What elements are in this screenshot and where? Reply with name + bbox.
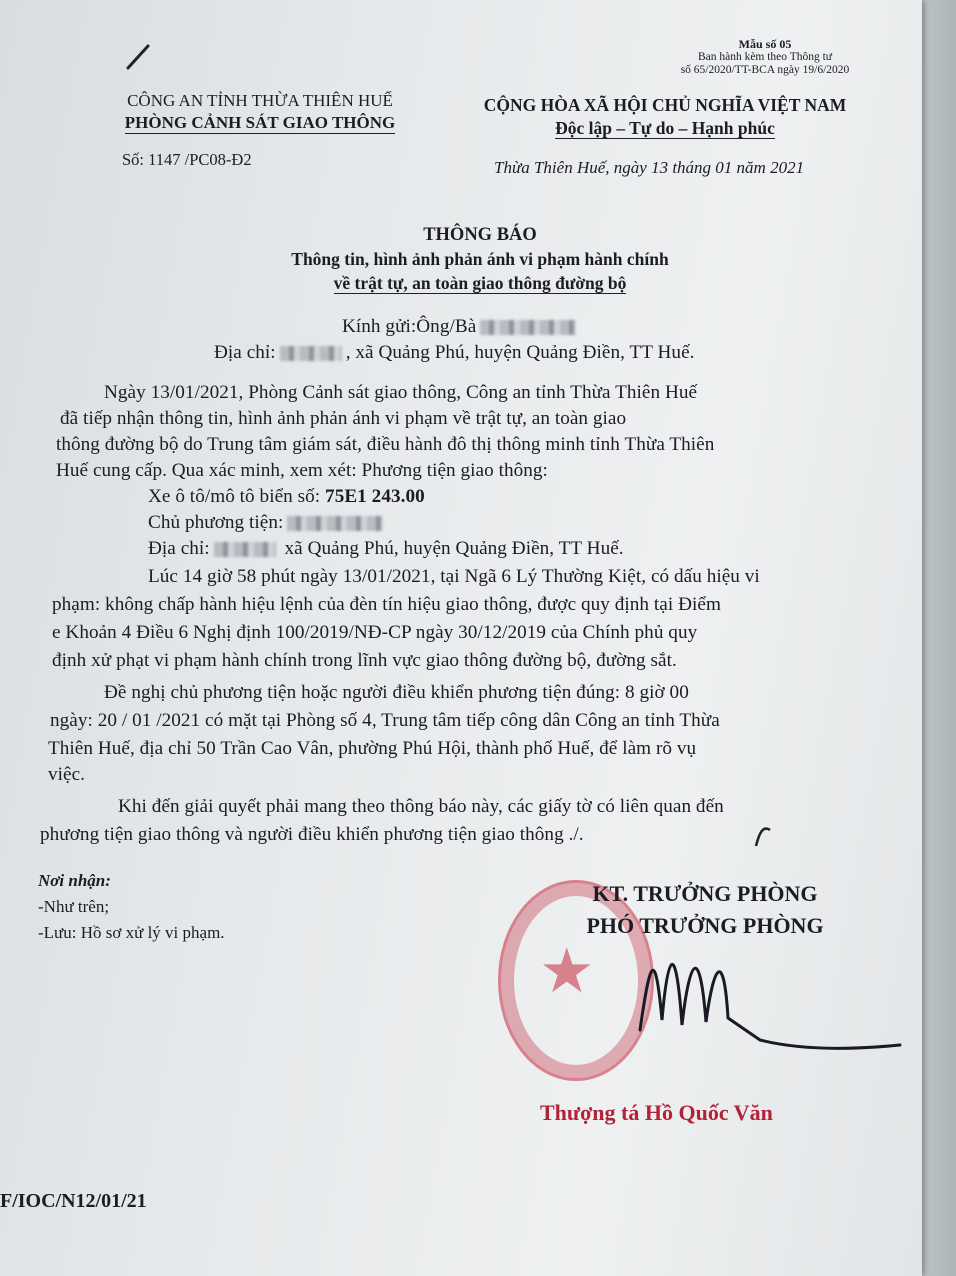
body-p3-line4: việc.	[48, 764, 86, 785]
pen-mark-icon	[756, 829, 770, 846]
body-p1-line4: Huế cung cấp. Qua xác minh, xem xét: Phương tiện giao thông:	[56, 460, 548, 481]
footer-code: F/IOC/N12/01/21	[0, 1190, 147, 1212]
owner-address-label: Địa chỉ:	[148, 538, 210, 559]
address-rest: , xã Quảng Phú, huyện Quảng Điền, TT Huế.	[345, 342, 695, 363]
signer-title-line2: PHÓ TRƯỞNG PHÒNG	[586, 913, 824, 938]
body-p3-line1: Đề nghị chủ phương tiện hoặc người điều khiển phương tiện đúng: 8 giờ 00	[104, 682, 689, 703]
form-issued-with: Ban hành kèm theo Thông tư	[697, 51, 833, 63]
body-p3-line3: Thiên Huế, địa chỉ 50 Trần Cao Vân, phường Phú Hội, thành phố Huế, để làm rõ vụ	[48, 738, 697, 759]
plate-label: Xe ô tô/mô tô biển số:	[148, 486, 321, 507]
signature-scribble-icon	[640, 964, 900, 1048]
body-p4-line1: Khi đến giải quyết phải mang theo thông báo này, các giấy tờ có liên quan đến	[118, 796, 724, 817]
title-main: THÔNG BÁO	[423, 225, 537, 245]
signer-title-line1: KT. TRƯỞNG PHÒNG	[592, 881, 818, 906]
body-p4-line2: phương tiện giao thông và người điều khiển phương tiện giao thông ./.	[40, 824, 584, 845]
document-number: Số: 1147 /PC08-Đ2	[122, 150, 252, 169]
recipients-item-1: -Như trên;	[38, 897, 110, 916]
plate-value: 75E1 243.00	[325, 486, 425, 507]
nation-motto: Độc lập – Tự do – Hạnh phúc	[555, 118, 775, 138]
nation-name: CỘNG HÒA XÃ HỘI CHỦ NGHĨA VIỆT NAM	[483, 95, 847, 115]
place-date: Thừa Thiên Huế, ngày 13 tháng 01 năm 2021	[494, 158, 805, 177]
form-circular: số 65/2020/TT-BCA ngày 19/6/2020	[680, 64, 850, 76]
body-p2-line3: e Khoản 4 Điều 6 Nghị định 100/2019/NĐ-CP ngày 30/12/2019 của Chính phủ quy	[52, 622, 698, 643]
agency-name: PHÒNG CẢNH SÁT GIAO THÔNG	[124, 113, 396, 132]
greeting-text: Kính gửi:Ông/Bà	[342, 316, 477, 337]
body-p2-line4: định xử phạt vi phạm hành chính trong lĩnh vực giao thông đường bộ, đường sắt.	[52, 650, 677, 671]
body-p2-line1: Lúc 14 giờ 58 phút ngày 13/01/2021, tại Ngã 6 Lý Thường Kiệt, có dấu hiệu vi	[148, 566, 760, 587]
form-number: Mẫu số 05	[738, 37, 792, 51]
body-p1-line3: thông đường bộ do Trung tâm giám sát, điều hành đô thị thông minh tỉnh Thừa Thiên	[56, 434, 715, 455]
recipients-label: Nơi nhận:	[38, 871, 111, 890]
title-sub-line2: về trật tự, an toàn giao thông đường bộ	[333, 273, 627, 293]
body-p1-line1: Ngày 13/01/2021, Phòng Cảnh sát giao thông, Công an tỉnh Thừa Thiên Huế	[104, 382, 698, 403]
signer-name: Thượng tá Hồ Quốc Văn	[540, 1100, 773, 1125]
agency-parent: CÔNG AN TỈNH THỪA THIÊN HUẾ	[127, 91, 393, 110]
tick-mark-icon	[128, 46, 148, 68]
recipients-item-2: -Lưu: Hồ sơ xử lý vi phạm.	[38, 923, 225, 942]
title-sub-line1: Thông tin, hình ảnh phản ánh vi phạm hành chính	[291, 249, 669, 269]
body-p3-line2: ngày: 20 / 01 /2021 có mặt tại Phòng số 4, Trung tâm tiếp công dân Công an tỉnh Thừa	[50, 710, 720, 731]
seal-star-icon: ★	[539, 938, 595, 1006]
body-p1-line2: đã tiếp nhận thông tin, hình ảnh phản ánh vi phạm về trật tự, an toàn giao	[60, 408, 627, 429]
owner-label: Chủ phương tiện:	[148, 512, 284, 533]
address-label: Địa chỉ:	[214, 342, 276, 363]
body-p2-line2: phạm: không chấp hành hiệu lệnh của đèn tín hiệu giao thông, được quy định tại Điểm	[52, 594, 721, 615]
owner-address-rest: xã Quảng Phú, huyện Quảng Điền, TT Huế.	[279, 538, 624, 559]
